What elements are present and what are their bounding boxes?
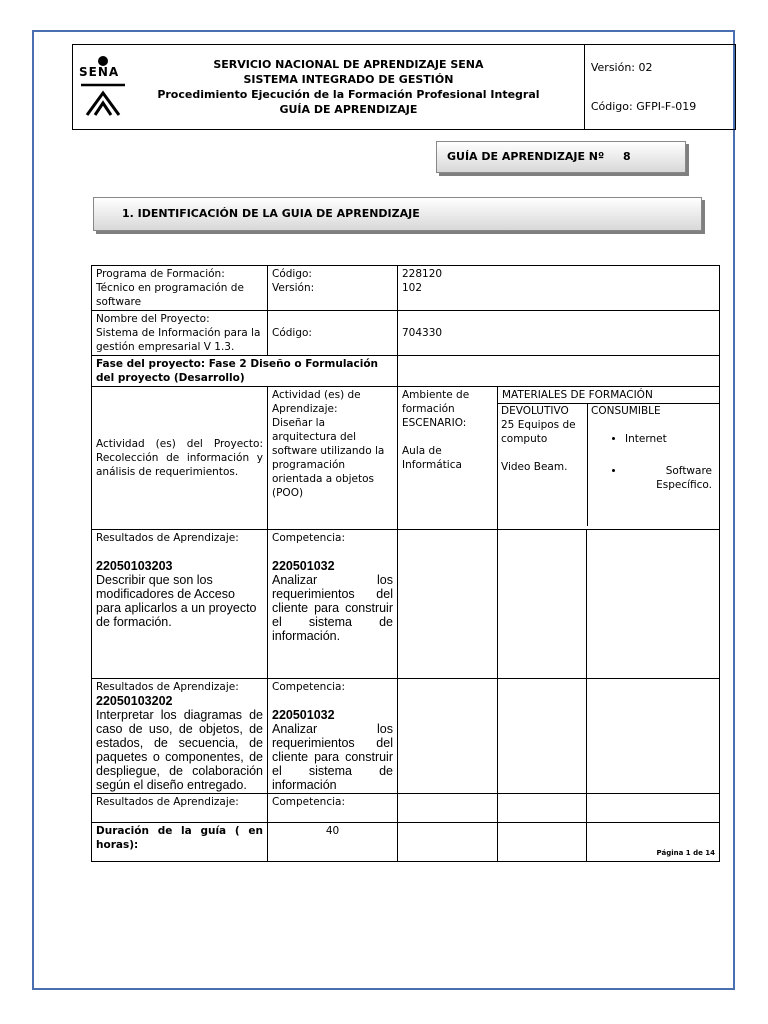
duracion-label: Duración de la guía ( en horas): <box>92 823 268 862</box>
empty-cell <box>498 794 587 823</box>
competencia-1-cell <box>268 530 398 679</box>
section-title: 1. IDENTIFICACIÓN DE LA GUIA DE APRENDIZAJE <box>122 207 420 220</box>
header-line-3: Procedimiento Ejecución de la Formación Profesional Integral <box>157 88 540 101</box>
empty-cell <box>587 530 720 679</box>
header-line-2: SISTEMA INTEGRADO DE GESTIÓN <box>243 73 454 86</box>
resultados-empty-label: Resultados de Aprendizaje: <box>92 794 268 823</box>
resultados-label: Resultados de Aprendizaje: <box>96 681 239 693</box>
actividad-aprendizaje-value: Diseñar la arquitectura del software utilizando la programación orientada a objetos (POO) <box>272 417 385 499</box>
guide-number-value: 8 <box>623 150 631 163</box>
codigo-version-labels <box>268 266 398 311</box>
fase-cell: Fase del proyecto: Fase 2 Diseño o Formulación del proyecto (Desarrollo) <box>92 356 398 387</box>
guide-number-box <box>436 141 686 173</box>
codigo-label: Código: <box>272 268 312 280</box>
section-heading-box <box>93 197 702 231</box>
devolutivo-cell <box>498 404 588 526</box>
consumible-cell <box>588 404 720 526</box>
guide-number-label: GUÍA DE APRENDIZAJE Nº <box>447 150 605 163</box>
table-row <box>92 311 720 356</box>
materiales-label: MATERIALES DE FORMACIÓN <box>498 387 719 404</box>
programa-cell <box>92 266 268 311</box>
competencia-1-code: 220501032 <box>272 559 335 573</box>
competencia-2-cell <box>268 679 398 794</box>
fase-empty-cell <box>398 356 720 387</box>
resultado-2-text: Interpretar los diagramas de caso de uso, de objetos, de estados, de secuencia, de paquetes o componentes, de despliegue, de colaboración según el diseño entregado. <box>96 708 263 792</box>
empty-cell <box>498 823 587 862</box>
actividad-proyecto-cell: Actividad (es) del Proyecto: Recolección de información y análisis de requerimientos. <box>92 387 268 530</box>
competencia-2-text: Analizar los requerimientos del cliente para construir el sistema de información <box>272 722 393 792</box>
codigo-value: 228120 <box>402 268 443 280</box>
competencia-label: Competencia: <box>272 681 346 693</box>
document-header <box>72 44 736 130</box>
logo-text: SENA <box>79 65 120 79</box>
programa-label: Programa de Formación: <box>96 268 225 280</box>
resultado-1-cell <box>92 530 268 679</box>
proyecto-cell <box>92 311 268 356</box>
empty-cell <box>398 530 498 679</box>
ambiente-label: Ambiente de formación ESCENARIO: <box>402 389 470 429</box>
sena-logo-icon <box>77 53 129 123</box>
table-row <box>92 794 720 823</box>
version-value: 102 <box>402 282 423 294</box>
resultado-1-text: Describir que son los modificadores de Acceso para aplicarlos a un proyecto de formación. <box>96 573 257 629</box>
empty-cell <box>498 530 587 679</box>
version-text: Versión: 02 <box>590 61 653 74</box>
consumible-list <box>591 432 716 492</box>
header-meta-cell <box>584 45 735 130</box>
resultados-label: Resultados de Aprendizaje: <box>96 532 239 544</box>
proyecto-codigo-label: Código: <box>268 311 398 356</box>
page-number: Página 1 de 14 <box>587 823 720 862</box>
empty-cell <box>398 794 498 823</box>
table-row <box>92 356 720 387</box>
devolutivo-item-2: Video Beam. <box>501 461 568 473</box>
table-row <box>92 679 720 794</box>
resultado-2-cell <box>92 679 268 794</box>
competencia-empty-label: Competencia: <box>268 794 398 823</box>
proyecto-value: Sistema de Información para la gestión empresarial V 1.3. <box>96 327 261 353</box>
proyecto-codigo-value: 704330 <box>398 311 720 356</box>
actividad-aprendizaje-label: Actividad (es) de Aprendizaje: <box>272 389 361 415</box>
materiales-inner <box>498 404 719 526</box>
table-row <box>92 387 720 530</box>
table-row <box>92 266 720 311</box>
resultado-1-code: 22050103203 <box>96 559 173 573</box>
devolutivo-label: DEVOLUTIVO <box>501 405 569 417</box>
identification-table <box>91 265 720 862</box>
actividad-aprendizaje-cell <box>268 387 398 530</box>
ambiente-value: Aula de Informática <box>402 445 462 471</box>
empty-cell <box>587 679 720 794</box>
ambiente-cell <box>398 387 498 530</box>
empty-cell <box>498 679 587 794</box>
consumible-label: CONSUMIBLE <box>591 405 661 417</box>
resultado-2-code: 22050103202 <box>96 694 173 708</box>
materiales-cell <box>498 387 720 530</box>
header-title-cell <box>73 45 585 130</box>
duracion-value: 40 <box>268 823 398 862</box>
list-item: • Internet <box>625 432 716 446</box>
competencia-2-code: 220501032 <box>272 708 335 722</box>
empty-cell <box>398 823 498 862</box>
empty-cell <box>587 794 720 823</box>
table-row <box>92 823 720 862</box>
header-line-1: SERVICIO NACIONAL DE APRENDIZAJE SENA <box>213 58 484 71</box>
code-text: Código: GFPI-F-019 <box>590 100 697 113</box>
empty-cell <box>398 679 498 794</box>
proyecto-label: Nombre del Proyecto: <box>96 313 210 325</box>
competencia-1-text: Analizar los requerimientos del cliente para construir el sistema de información. <box>272 573 393 643</box>
codigo-version-values <box>398 266 720 311</box>
header-line-4: GUÍA DE APRENDIZAJE <box>279 103 418 116</box>
table-row <box>92 530 720 679</box>
programa-value: Técnico en programación de software <box>96 282 244 308</box>
devolutivo-item-1: 25 Equipos de computo <box>501 419 576 445</box>
version-label: Versión: <box>272 282 315 294</box>
list-item: • Software Específico. <box>625 464 716 492</box>
competencia-label: Competencia: <box>272 532 346 544</box>
